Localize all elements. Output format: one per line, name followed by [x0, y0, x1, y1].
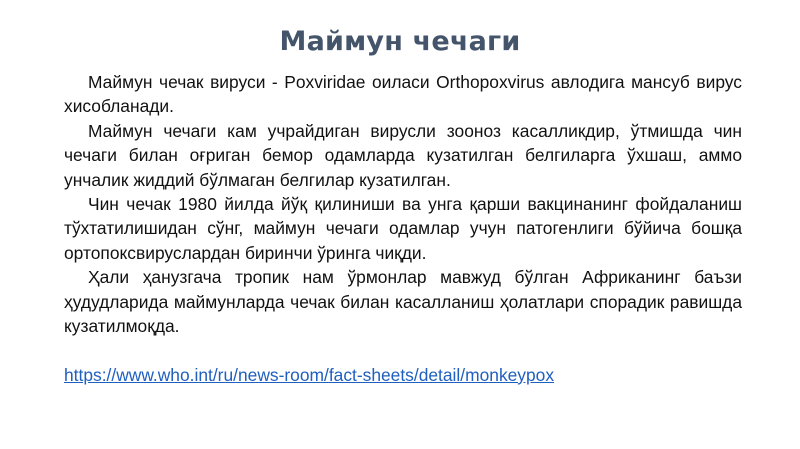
slide-title: Маймун чечаги	[279, 26, 521, 57]
paragraph-2: Маймун чечаги кам учрайдиган вирусли зооноз касалликдир, ўтмишда чин чечаги билан оғриган бемор одамларда кузатилган белгиларга ўхшаш, аммо унчалик жиддий бўлмаган белгилар кузатилган.	[64, 120, 742, 190]
spacer	[64, 338, 742, 362]
slide-body	[64, 70, 742, 387]
paragraph-3: Чин чечак 1980 йилда йўқ қилиниши ва унга қарши вакцинанинг фойдаланиш тўхтатилишидан сўнг, маймун чечаги одамлар учун патогенлиги бўйича бошқа ортопоксвируслардан биринчи ўринга чиқди.	[64, 194, 742, 263]
paragraph-4: Ҳали ҳанузгача тропик нам ўрмонлар мавжуд бўлган Африканинг баъзи ҳудудларида маймунларда чечак билан касалланиш ҳолатлари спорадик равишда кузатилмоқда.	[64, 267, 742, 337]
source-link[interactable]: https://www.who.int/ru/news-room/fact-sheets/detail/monkeypox	[64, 364, 555, 385]
paragraph-1: Маймун чечак вируси - Poxviridae оиласи Orthopoxvirus авлодига мансуб вирус хисобланади.	[64, 72, 742, 117]
